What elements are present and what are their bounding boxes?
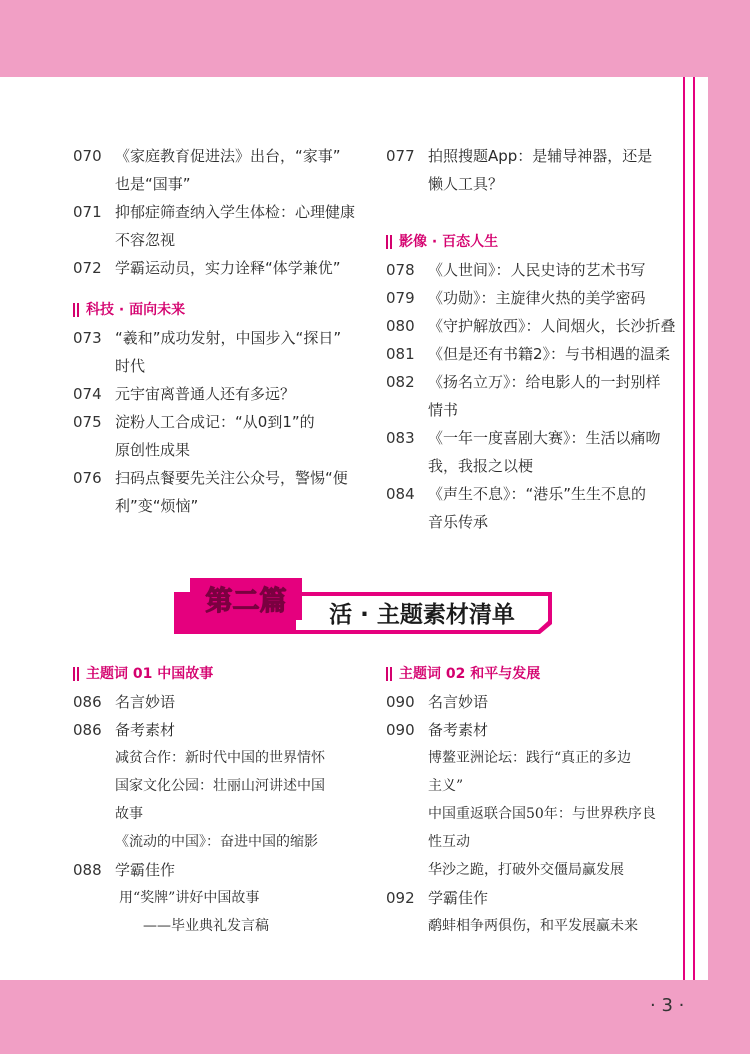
entry-page: 075 [73, 413, 102, 431]
banner-part-label: 第二篇 [205, 586, 287, 617]
entry-title: 《守护解放西》：人间烟火，长沙折叠 [428, 317, 676, 335]
entry-title: 《一年一度喜剧大赛》：生活以痛吻 [428, 429, 661, 447]
entry-title: 扫码点餐要先关注公众号，警惕“便 [115, 469, 348, 487]
entry-title: 《声生不息》：“港乐”生生不息的 [428, 485, 647, 503]
magenta-rule [683, 77, 685, 980]
entry-page: 077 [386, 147, 415, 165]
toc-entry[interactable] [386, 884, 676, 912]
theme-heading-01 [73, 660, 373, 688]
theme-heading-label: 主题词 01 中国故事 [86, 666, 214, 682]
entry-page: 078 [386, 261, 415, 279]
entry-page: 084 [386, 485, 415, 503]
toc-entry[interactable] [73, 716, 373, 744]
entry-title-cont: 也是“国事” [115, 175, 191, 193]
theme-right-column [386, 660, 676, 940]
entry-title-cont: 利”变“烦恼” [115, 497, 199, 515]
entry-page: 081 [386, 345, 415, 363]
toc-entry[interactable] [73, 324, 363, 352]
entry-title: 《家庭教育促进法》出台，“家事” [115, 147, 341, 165]
entry-title: 元宇宙离普通人还有多远？ [115, 385, 296, 403]
entry-title: 名言妙语 [428, 693, 489, 711]
entry-title: 拍照搜题App：是辅导神器，还是 [428, 147, 653, 165]
top-pink-band [0, 0, 750, 77]
toc-entry[interactable] [386, 480, 676, 508]
toc-entry[interactable] [386, 142, 676, 170]
entry-page: 080 [386, 317, 415, 335]
page-number: · 3 · [650, 995, 685, 1016]
section-heading-film [386, 228, 676, 256]
toc-entry[interactable] [386, 256, 676, 284]
section-heading-label: 科技 · 面向未来 [86, 302, 186, 318]
toc-right-column [386, 142, 676, 536]
sub-entry[interactable]: 华沙之跪，打破外交僵局赢发展 [428, 862, 624, 878]
sub-entry[interactable]: 国家文化公园：壮丽山河讲述中国 [115, 778, 325, 794]
magenta-rule [693, 77, 695, 980]
entry-title: 备考素材 [115, 721, 176, 739]
entry-title-cont: 不容忽视 [115, 231, 176, 249]
toc-entry[interactable] [386, 688, 676, 716]
entry-title-cont: 原创性成果 [115, 441, 191, 459]
toc-entry[interactable] [73, 464, 363, 492]
section-marker-icon [386, 235, 392, 249]
entry-page: 072 [73, 259, 102, 277]
entry-title: 名言妙语 [115, 693, 176, 711]
part-banner [170, 574, 556, 634]
entry-page: 090 [386, 693, 415, 711]
entry-page: 086 [73, 721, 102, 739]
sub-entry-cont: 性互动 [428, 834, 470, 850]
entry-title-cont: 懒人工具？ [428, 175, 504, 193]
entry-page: 076 [73, 469, 102, 487]
entry-title: 学霸佳作 [115, 861, 176, 879]
sub-entry-cont: 故事 [115, 806, 143, 822]
section-heading-label: 影像 · 百态人生 [399, 234, 499, 250]
toc-entry[interactable] [73, 856, 373, 884]
toc-entry[interactable] [386, 424, 676, 452]
entry-title-cont: 情书 [428, 401, 459, 419]
toc-entry[interactable] [386, 716, 676, 744]
toc-entry[interactable] [73, 408, 363, 436]
entry-title-cont: 时代 [115, 357, 146, 375]
entry-title: 抑郁症筛查纳入学生体检：心理健康 [115, 203, 356, 221]
entry-page: 086 [73, 693, 102, 711]
toc-entry[interactable] [73, 254, 363, 282]
sub-entry[interactable]: 《流动的中国》：奋进中国的缩影 [115, 834, 318, 850]
entry-page: 090 [386, 721, 415, 739]
toc-entry[interactable] [386, 368, 676, 396]
sub-entry-cont: 主义” [428, 778, 464, 794]
toc-entry[interactable] [73, 142, 363, 170]
entry-page: 073 [73, 329, 102, 347]
entry-title: 《扬名立万》：给电影人的一封别样 [428, 373, 661, 391]
entry-title: 备考素材 [428, 721, 489, 739]
section-marker-icon [73, 667, 79, 681]
toc-entry[interactable] [386, 312, 676, 340]
right-pink-margin [708, 77, 750, 980]
essay-title[interactable]: 鹬蚌相争两俱伤，和平发展赢未来 [428, 918, 638, 934]
entry-page: 071 [73, 203, 102, 221]
entry-page: 070 [73, 147, 102, 165]
toc-left-column [73, 142, 363, 520]
entry-page: 092 [386, 889, 415, 907]
theme-heading-label: 主题词 02 和平与发展 [399, 666, 541, 682]
entry-title-cont: 我，我报之以梗 [428, 457, 534, 475]
toc-entry[interactable] [386, 284, 676, 312]
entry-title: 《但是还有书籍2》：与书相遇的温柔 [428, 345, 671, 363]
entry-page: 083 [386, 429, 415, 447]
toc-entry[interactable] [73, 688, 373, 716]
section-marker-icon [73, 303, 79, 317]
entry-title: 《人世间》：人民史诗的艺术书写 [428, 261, 646, 279]
entry-title-cont: 音乐传承 [428, 513, 489, 531]
sub-entry[interactable]: 减贫合作：新时代中国的世界情怀 [115, 750, 325, 766]
toc-entry[interactable] [73, 198, 363, 226]
section-heading-tech [73, 296, 363, 324]
section-marker-icon [386, 667, 392, 681]
entry-title: “羲和”成功发射，中国步入“探日” [115, 329, 342, 347]
sub-entry[interactable]: 博鳌亚洲论坛：践行“真正的多边 [428, 750, 632, 766]
entry-page: 082 [386, 373, 415, 391]
theme-left-column [73, 660, 373, 940]
entry-page: 088 [73, 861, 102, 879]
toc-entry[interactable] [386, 340, 676, 368]
essay-subtitle: ——毕业典礼发言稿 [143, 918, 269, 934]
entry-title: 《功勋》：主旋律火热的美学密码 [428, 289, 646, 307]
toc-entry[interactable] [73, 380, 363, 408]
bottom-pink-band [0, 980, 750, 1054]
entry-title: 学霸佳作 [428, 889, 489, 907]
entry-page: 079 [386, 289, 415, 307]
sub-entry[interactable]: 中国重返联合国50年：与世界秩序良 [428, 806, 656, 822]
essay-title[interactable]: 用“奖牌”讲好中国故事 [119, 890, 260, 906]
banner-title: 活 · 主题素材清单 [329, 602, 515, 628]
entry-title: 学霸运动员，实力诠释“体学兼优” [115, 259, 341, 277]
entry-page: 074 [73, 385, 102, 403]
entry-title: 淀粉人工合成记：“从0到1”的 [115, 413, 315, 431]
theme-heading-02 [386, 660, 676, 688]
